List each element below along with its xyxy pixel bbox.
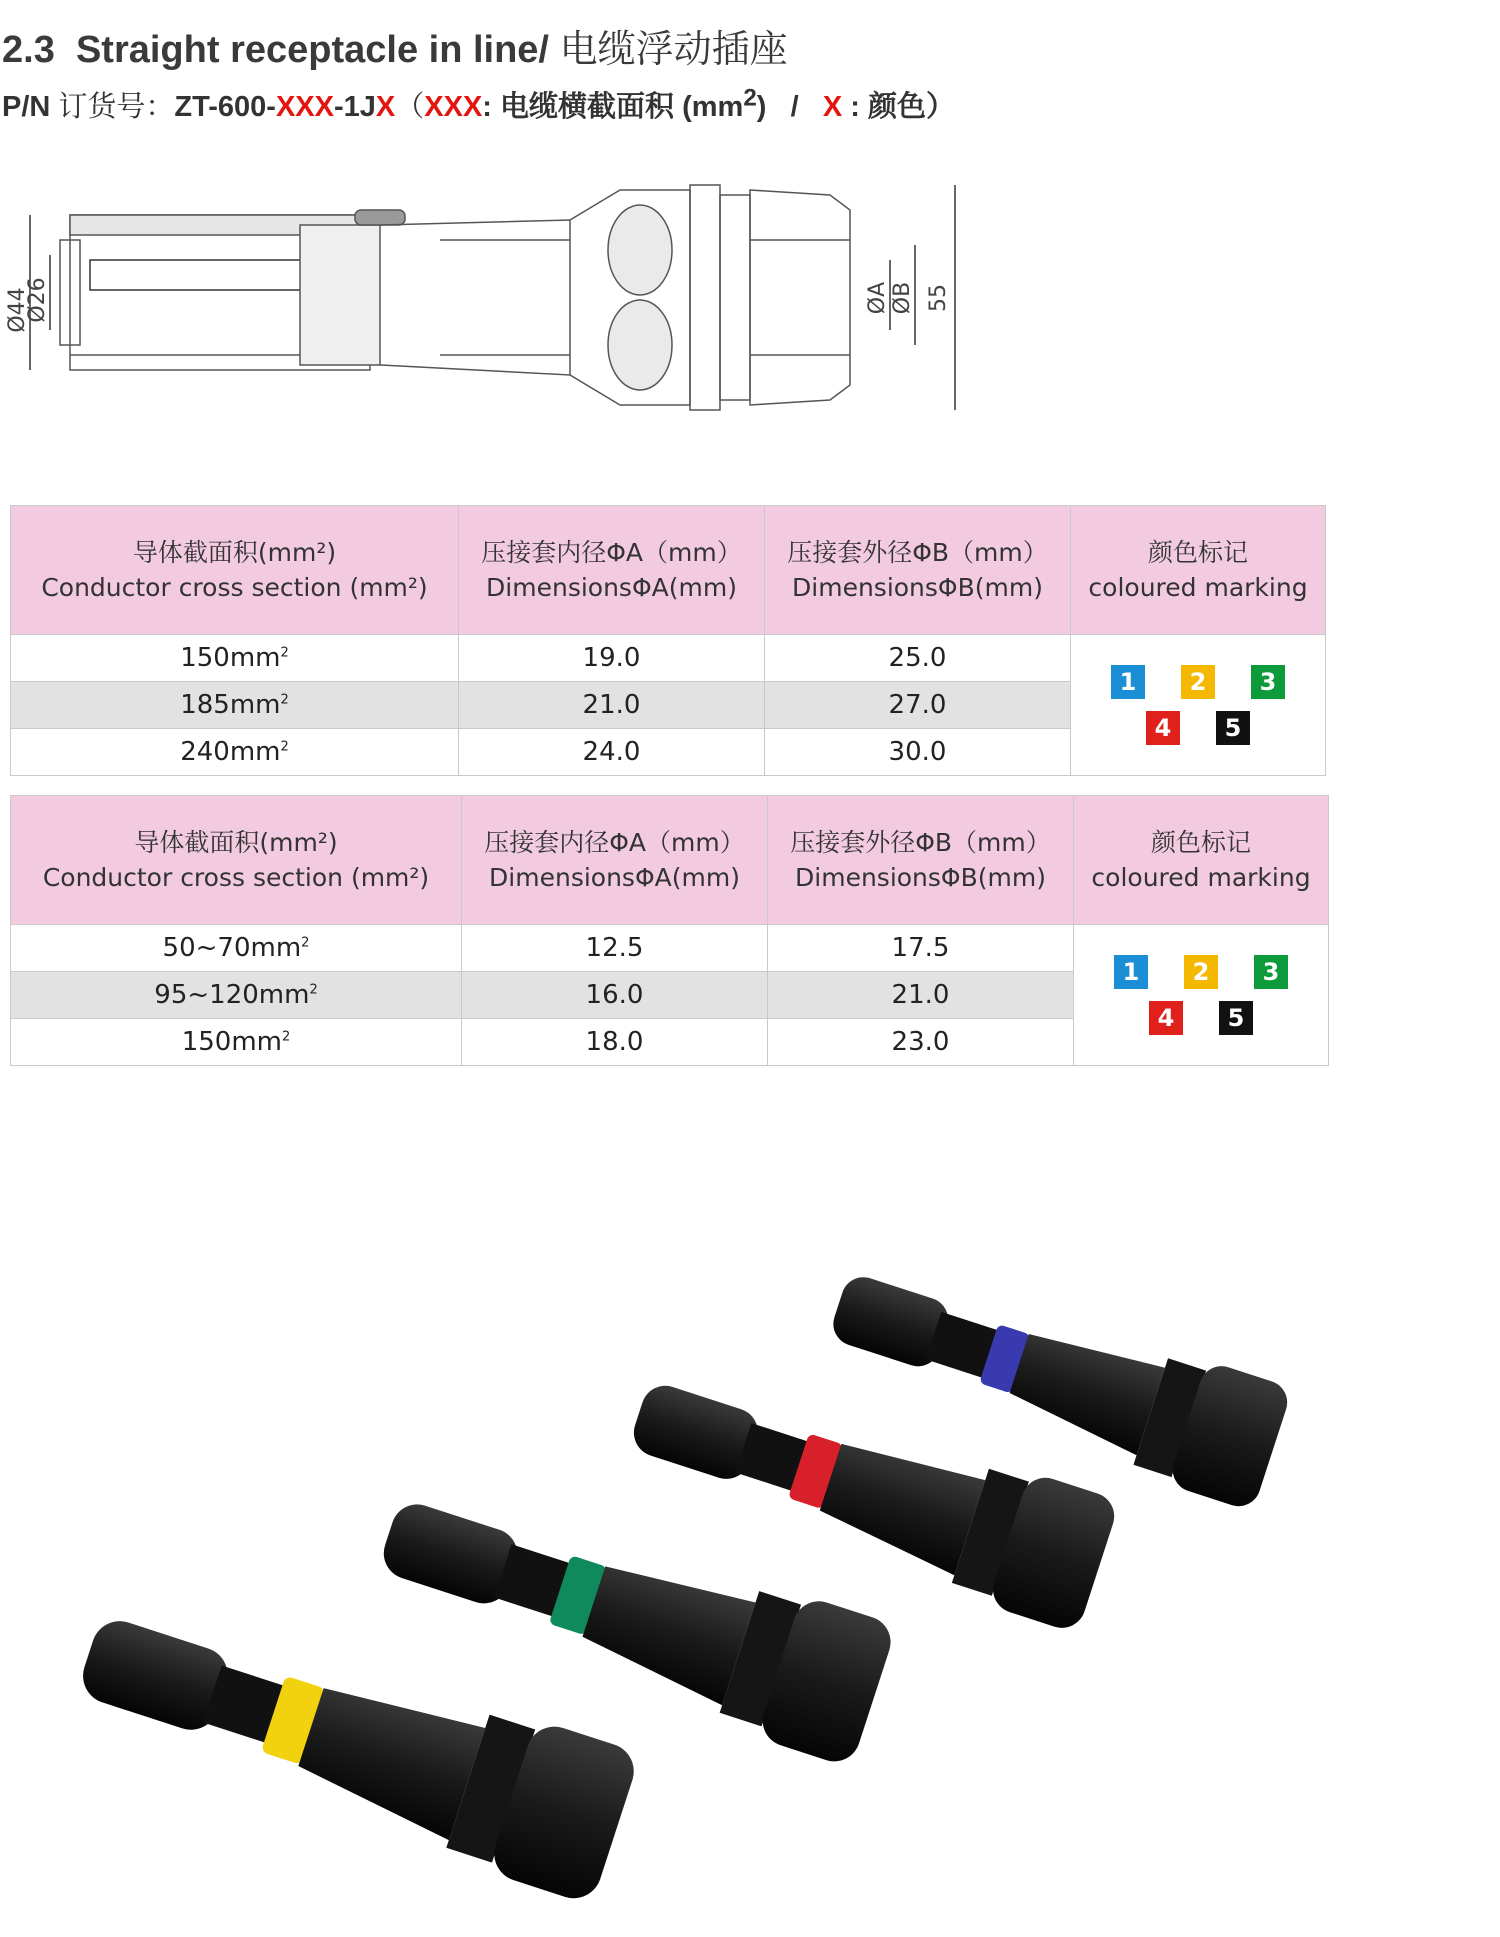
header-dim-b: 压接套外径ΦB（mm） DimensionsΦB(mm): [768, 796, 1074, 925]
part-number-line: [2, 84, 955, 125]
dim-a-label: ØA: [865, 281, 890, 315]
header-dim-a: 压接套内径ΦA（mm） DimensionsΦA(mm): [459, 506, 765, 635]
spec-table-1: [10, 505, 1326, 776]
pn-paren: （: [395, 91, 425, 123]
pn-var1-desc: : 电缆横截面积 (mm: [482, 91, 744, 123]
color-mark-3: 3: [1251, 665, 1285, 699]
header-section: 导体截面积(mm²) Conductor cross section (mm²): [11, 506, 459, 635]
color-mark-1: 1: [1111, 665, 1145, 699]
cell-section: $150mm^2$: [11, 635, 459, 682]
dim-b-label: ØB: [890, 281, 915, 315]
cell-section: $150mm^2$: [11, 1019, 462, 1066]
section-number: 2.3: [2, 29, 55, 71]
cell-dim-a: 12.5: [462, 925, 768, 972]
pn-var1-key: XXX: [424, 91, 483, 123]
cell-dim-a: 19.0: [459, 635, 765, 682]
pn-code-var1: XXX: [275, 91, 334, 123]
header-marking: 颜色标记 coloured marking: [1071, 506, 1326, 635]
title-en: Straight receptacle in line/: [75, 29, 549, 71]
color-marks: [1074, 925, 1329, 1066]
pn-label: P/N: [2, 91, 51, 123]
cell-dim-b: 21.0: [768, 972, 1074, 1019]
cell-section: $185mm^2$: [11, 682, 459, 729]
cell-dim-a: 16.0: [462, 972, 768, 1019]
cell-dim-b: 17.5: [768, 925, 1074, 972]
dim-26-label: Ø26: [25, 277, 50, 323]
pn-var2-desc: : 颜色）: [842, 91, 955, 123]
header-marking: 颜色标记 coloured marking: [1074, 796, 1329, 925]
cell-section: $240mm^2$: [11, 729, 459, 776]
color-mark-4: 4: [1149, 1001, 1183, 1035]
pn-var2-key: X: [822, 91, 843, 123]
color-mark-4: 4: [1146, 711, 1180, 745]
cell-dim-b: 25.0: [765, 635, 1071, 682]
pn-slash: /: [790, 91, 799, 123]
spec-table-2: [10, 795, 1329, 1066]
connector-yellow: [63, 1582, 641, 1906]
cell-dim-a: 21.0: [459, 682, 765, 729]
cell-section: $95\sim 120mm^2$: [11, 972, 462, 1019]
product-photo: [60, 1240, 1420, 1930]
header-dim-a: 压接套内径ΦA（mm） DimensionsΦA(mm): [462, 796, 768, 925]
header-dim-b: 压接套外径ΦB（mm） DimensionsΦB(mm): [765, 506, 1071, 635]
pn-code-mid: -1J: [333, 91, 376, 123]
color-mark-1: 1: [1114, 955, 1148, 989]
cell-dim-b: 23.0: [768, 1019, 1074, 1066]
cell-dim-a: 24.0: [459, 729, 765, 776]
cell-section: $50\sim 70mm^2$: [11, 925, 462, 972]
color-mark-2: 2: [1181, 665, 1215, 699]
header-section: 导体截面积(mm²) Conductor cross section (mm²): [11, 796, 462, 925]
technical-drawing: [5, 180, 960, 410]
table-row: [11, 635, 1326, 682]
color-mark-5: 5: [1219, 1001, 1253, 1035]
color-mark-5: 5: [1216, 711, 1250, 745]
table-row: [11, 925, 1329, 972]
pn-var1-sup: 2: [743, 84, 757, 112]
page-title: [2, 18, 788, 73]
pn-var1-close: ): [756, 91, 767, 123]
dim-44-label: Ø44: [5, 287, 30, 333]
dim-55-label: 55: [926, 284, 951, 312]
cell-dim-b: 30.0: [765, 729, 1071, 776]
color-mark-3: 3: [1254, 955, 1288, 989]
pn-code-var2: X: [375, 91, 396, 123]
color-mark-2: 2: [1184, 955, 1218, 989]
cell-dim-b: 27.0: [765, 682, 1071, 729]
cell-dim-a: 18.0: [462, 1019, 768, 1066]
color-marks: [1071, 635, 1326, 776]
pn-code-prefix: ZT-600-: [174, 91, 276, 123]
title-cn: 电缆浮动插座: [559, 29, 788, 71]
pn-label-cn: 订货号：: [58, 91, 175, 123]
